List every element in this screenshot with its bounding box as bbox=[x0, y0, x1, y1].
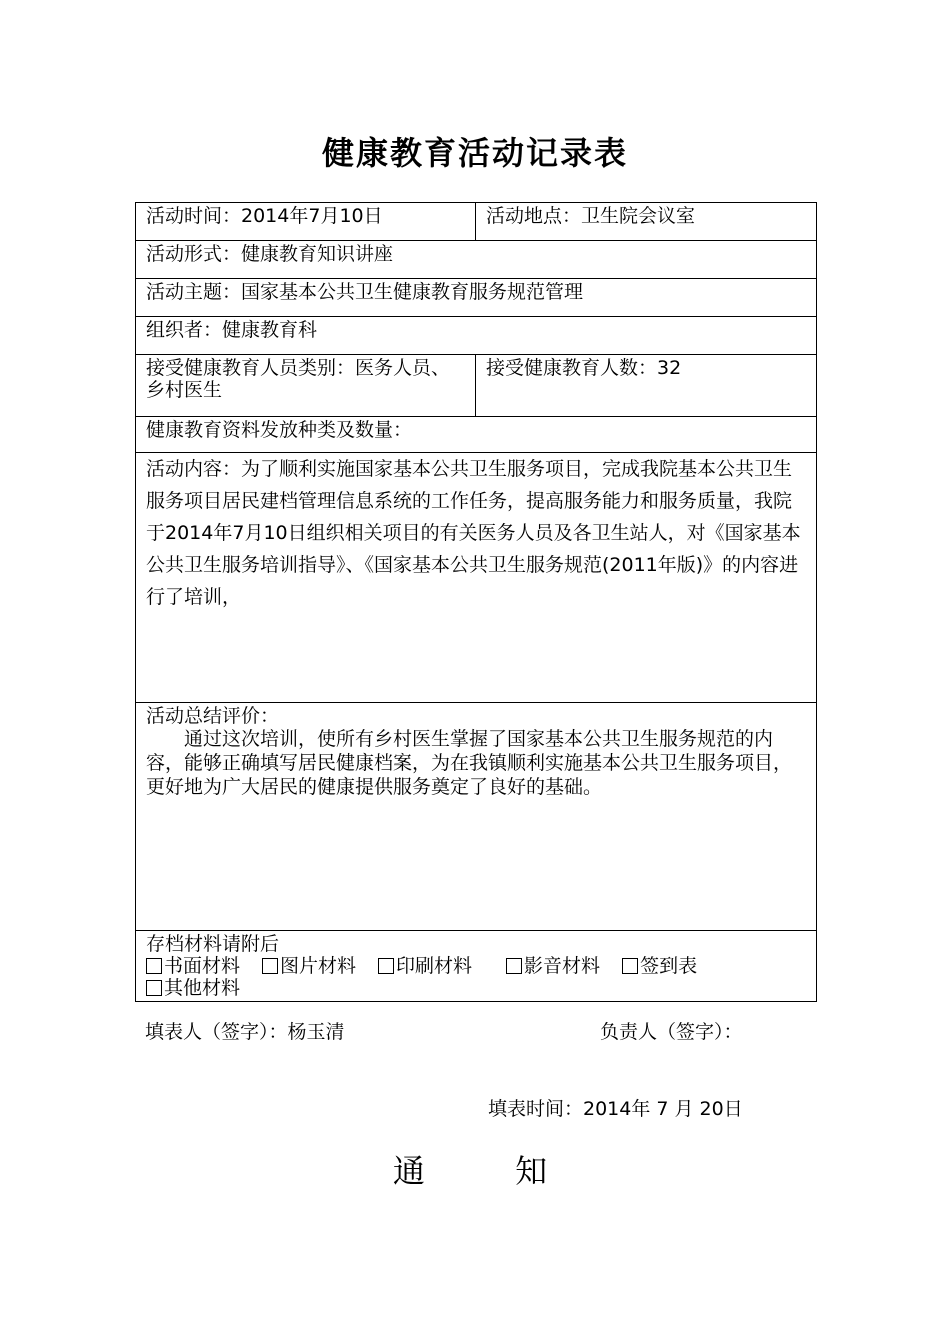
checkbox-other-material[interactable]: 其他材料 bbox=[146, 977, 240, 999]
activity-content-cell bbox=[136, 453, 817, 703]
record-table bbox=[135, 202, 817, 1002]
activity-content-text: 活动内容：为了顺利实施国家基本公共卫生服务项目，完成我院基本公共卫生服务项目居民建档管理信息系统的工作任务，提高服务能力和服务质量，我院于2014年7月10日组织相关项目的有关医务人员及各卫生站人，对《国家基本公共卫生服务培训指导》、《国家基本公共卫生服务规范(2011年版)》的内容进行了培训， bbox=[146, 458, 801, 608]
summary-body: 通过这次培训，使所有乡村医生掌握了国家基本公共卫生服务规范的内容，能够正确填写居民健康档案，为在我镇顺利实施基本公共卫生服务项目，更好地为广大居民的健康提供服务奠定了良好的基础。 bbox=[146, 728, 793, 798]
audience-count-cell: 接受健康教育人数：32 bbox=[476, 355, 817, 417]
summary-label: 活动总结评价： bbox=[146, 705, 280, 727]
archive-label: 存档材料请附后 bbox=[146, 933, 280, 955]
activity-time-cell: 活动时间：2014年7月10日 bbox=[136, 203, 476, 241]
checkbox-box-icon[interactable] bbox=[378, 958, 394, 974]
activity-place-cell: 活动地点：卫生院会议室 bbox=[476, 203, 817, 241]
responsible-signature: 负责人（签字）： bbox=[600, 1021, 743, 1043]
fill-date: 填表时间：2014年 7 月 20日 bbox=[488, 1098, 743, 1120]
notice-heading: 通 知 bbox=[392, 1152, 588, 1190]
checkbox-picture-material[interactable]: 图片材料 bbox=[262, 955, 356, 977]
checkbox-printed-material[interactable]: 印刷材料 bbox=[378, 955, 472, 977]
activity-summary-cell bbox=[136, 703, 817, 931]
audience-type-cell: 接受健康教育人员类别：医务人员、乡村医生 bbox=[136, 355, 476, 417]
activity-theme-cell: 活动主题：国家基本公共卫生健康教育服务规范管理 bbox=[136, 279, 817, 317]
checkbox-written-material[interactable]: 书面材料 bbox=[146, 955, 240, 977]
checkbox-box-icon[interactable] bbox=[146, 958, 162, 974]
checkbox-box-icon[interactable] bbox=[262, 958, 278, 974]
checkbox-box-icon[interactable] bbox=[146, 980, 162, 996]
materials-cell: 健康教育资料发放种类及数量： bbox=[136, 417, 817, 453]
page-title: 健康教育活动记录表 bbox=[321, 134, 628, 172]
organizer-cell: 组织者：健康教育科 bbox=[136, 317, 817, 355]
checkbox-audio-video-material[interactable]: 影音材料 bbox=[506, 955, 600, 977]
checkbox-box-icon[interactable] bbox=[506, 958, 522, 974]
archive-options bbox=[146, 955, 806, 977]
activity-form-cell: 活动形式：健康教育知识讲座 bbox=[136, 241, 817, 279]
checkbox-box-icon[interactable] bbox=[622, 958, 638, 974]
checkbox-sign-in-sheet[interactable]: 签到表 bbox=[622, 955, 697, 977]
archive-cell bbox=[136, 931, 817, 1002]
filler-signature: 填表人（签字）：杨玉清 bbox=[145, 1021, 345, 1043]
